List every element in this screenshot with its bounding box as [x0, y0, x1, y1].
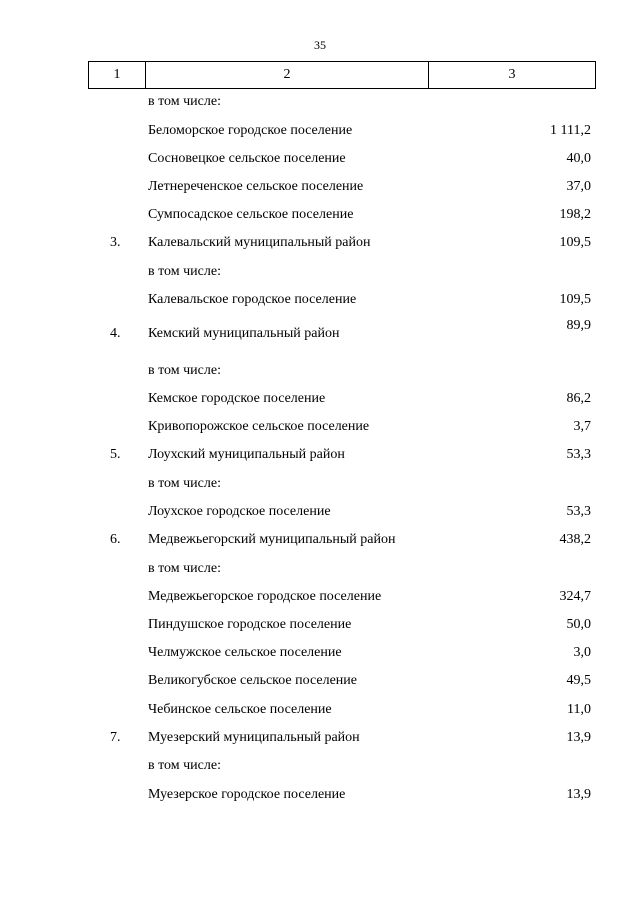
table-row: [0, 559, 640, 579]
row-name: в том числе:: [148, 758, 221, 773]
table-row: [0, 474, 640, 494]
row-name: Сумпосадское сельское поселение: [148, 207, 354, 222]
row-value: 3,0: [573, 645, 591, 660]
page-number: 35: [314, 38, 326, 52]
row-name: в том числе:: [148, 476, 221, 491]
row-number: 5.: [110, 447, 121, 462]
table-row: [0, 502, 640, 522]
table-row: [0, 318, 640, 344]
row-name: Кемское городское поселение: [148, 391, 326, 406]
row-value: 50,0: [566, 617, 591, 632]
row-value: 324,7: [559, 589, 591, 604]
table-row: [0, 92, 640, 112]
row-value: 3,7: [573, 419, 591, 434]
row-name: в том числе:: [148, 94, 221, 109]
row-value: 438,2: [559, 532, 591, 547]
table-row: [0, 177, 640, 197]
table-row: [0, 389, 640, 409]
row-value: 13,9: [566, 730, 591, 745]
row-value: 40,0: [566, 151, 591, 166]
row-value: 53,3: [566, 504, 591, 519]
row-name: Кемский муниципальный район: [148, 326, 340, 341]
row-name: в том числе:: [148, 561, 221, 576]
table-row: [0, 671, 640, 691]
row-value: 49,5: [566, 673, 591, 688]
table-row: [0, 785, 640, 805]
row-value: 89,9: [566, 318, 591, 333]
row-value: 11,0: [567, 702, 591, 717]
row-value: 37,0: [566, 179, 591, 194]
table-row: [0, 121, 640, 141]
row-name: Чебинское сельское поселение: [148, 702, 332, 717]
row-value: 1 111,2: [550, 123, 591, 138]
row-value: 109,5: [559, 292, 591, 307]
table-row: [0, 728, 640, 748]
row-number: 7.: [110, 730, 121, 745]
table-row: [0, 233, 640, 253]
row-number: 4.: [110, 326, 121, 341]
row-name: Беломорское городское поселение: [148, 123, 353, 138]
table-row: [0, 587, 640, 607]
table-row: [0, 417, 640, 437]
table-row: [0, 290, 640, 310]
row-name: Медвежьегорский муниципальный район: [148, 532, 396, 547]
column-header-1: 1: [89, 62, 146, 89]
row-name: Челмужское сельское поселение: [148, 645, 342, 660]
column-header-2: 2: [146, 62, 429, 89]
row-value: 198,2: [559, 207, 591, 222]
row-name: в том числе:: [148, 363, 221, 378]
column-header-row: [89, 62, 596, 89]
table-row: [0, 205, 640, 225]
row-value: 109,5: [559, 235, 591, 250]
row-number: 3.: [110, 235, 121, 250]
row-name: Муезерское городское поселение: [148, 787, 346, 802]
row-value: 53,3: [566, 447, 591, 462]
table-row: [0, 445, 640, 465]
row-name: Пиндушское городское поселение: [148, 617, 352, 632]
row-value: 13,9: [566, 787, 591, 802]
row-name: Калевальский муниципальный район: [148, 235, 371, 250]
row-name: в том числе:: [148, 264, 221, 279]
table-row: [0, 530, 640, 550]
row-name: Кривопорожское сельское поселение: [148, 419, 370, 434]
column-header-table: [88, 61, 596, 89]
table-row: [0, 615, 640, 635]
table-row: [0, 756, 640, 776]
row-name: Летнереченское сельское поселение: [148, 179, 364, 194]
row-name: Калевальское городское поселение: [148, 292, 357, 307]
row-value: 86,2: [566, 391, 591, 406]
row-name: Лоухское городское поселение: [148, 504, 331, 519]
row-name: Великогубское сельское поселение: [148, 673, 357, 688]
column-header-3: 3: [429, 62, 596, 89]
table-row: [0, 700, 640, 720]
row-name: Лоухский муниципальный район: [148, 447, 345, 462]
row-number: 6.: [110, 532, 121, 547]
table-row: [0, 361, 640, 381]
row-name: Муезерский муниципальный район: [148, 730, 360, 745]
row-name: Медвежьегорское городское поселение: [148, 589, 382, 604]
row-name: Сосновецкое сельское поселение: [148, 151, 346, 166]
table-row: [0, 262, 640, 282]
table-row: [0, 643, 640, 663]
table-row: [0, 149, 640, 169]
